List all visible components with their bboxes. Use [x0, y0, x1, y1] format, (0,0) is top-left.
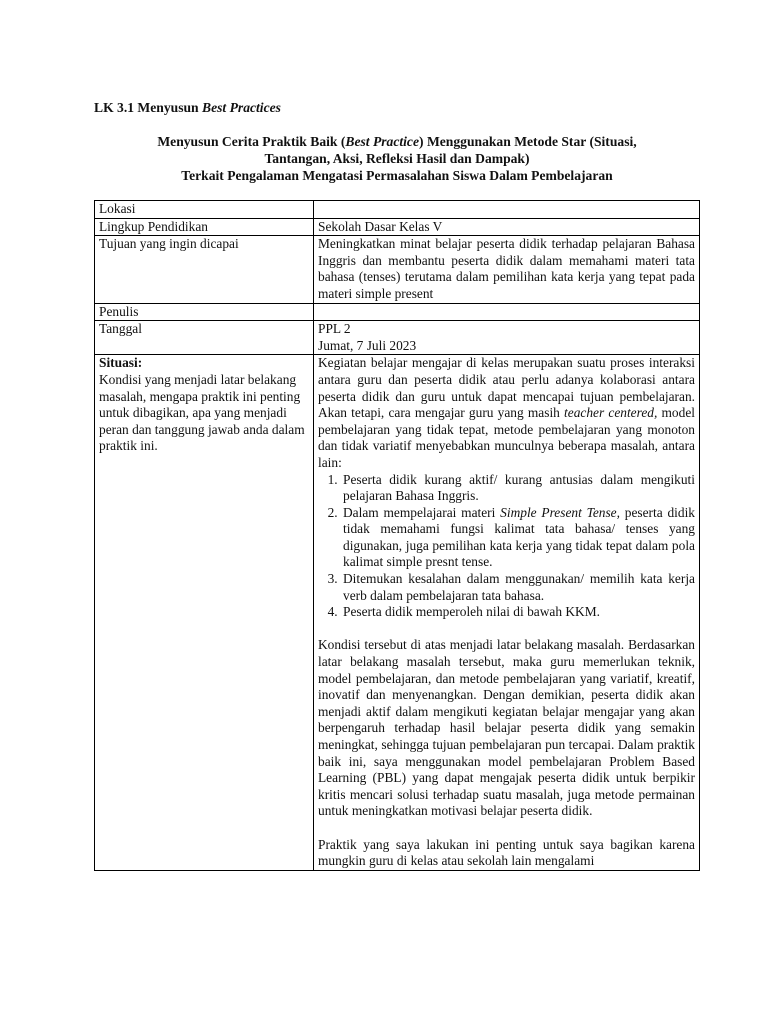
- situasi-paragraph-2: Kondisi tersebut di atas menjadi latar belakang masalah. Berdasarkan latar belakang masalah tersebut, maka guru memerlukan teknik, model pembelajaran, dan metode pembelajaran yang variatif, kreatif, inovatif dan menyenangkan. Dengan demikian, peserta didik akan menjadi aktif dalam mengikuti kegiatan belajar mengajar yang akan berpengaruh terhadap hasil belajar peserta didik yang semakin meningkat, sehingga tujuan pembelajaran pun tercapai. Dalam praktik baik ini, saya menggunakan model pembelajaran Problem Based Learning (PBL) yang dapat mengajak peserta didik untuk berpikir kritis mencari solusi terhadap suatu masalah, juga metode permainan untuk meningkatkan motivasi belajar peserta didik.: [318, 637, 695, 819]
- list-item-2-part-b: peserta didik tidak memahami fungsi kalimat tata bahasa/ tenses yang digunakan, juga pemilihan kata kerja yang tidak tepat dalam pola kalimat simple presnt tense.: [343, 504, 696, 570]
- tujuan-value: Meningkatkan minat belajar peserta didik terhadap pelajaran Bahasa Inggris dan membantu peserta didik dalam memahami materi tata bahasa (tenses) terutama dalam pemilihan kata kerja yang tepat pada materi simple present: [314, 236, 700, 303]
- tanggal-value-line-2: Jumat, 7 Juli 2023: [318, 337, 417, 353]
- situasi-content: [314, 355, 700, 870]
- title-line-1-italic: Best Practice: [345, 134, 420, 149]
- situasi-description: Kondisi yang menjadi latar belakang masalah, mengapa praktik ini penting untuk dibagikan, apa yang menjadi peran dan tanggung jawab anda dalam praktik ini.: [99, 371, 305, 454]
- penulis-label: Penulis: [95, 303, 314, 321]
- worksheet-heading: [94, 100, 281, 117]
- situasi-paragraph-1-part-b: model pembelajaran yang tidak tepat, metode pembelajaran yang monoton dan tidak variatif menyebabkan munculnya beberapa masalah, antara lain:: [318, 405, 695, 470]
- tanggal-label: Tanggal: [95, 321, 314, 355]
- lokasi-label: Lokasi: [95, 201, 314, 219]
- worksheet-heading-text: LK 3.1 Menyusun: [94, 100, 199, 115]
- table-row-situasi: [95, 355, 700, 870]
- list-item: 4. Peserta didik memperoleh nilai di bawah KKM.: [341, 604, 695, 621]
- best-practice-table: [94, 200, 700, 871]
- list-item: [341, 505, 695, 571]
- title-line-1-part-a: Menyusun Cerita Praktik Baik (: [157, 134, 346, 149]
- situasi-label: Situasi:: [99, 355, 143, 371]
- table-row-lokasi: [95, 201, 700, 219]
- title-line-3: Terkait Pengalaman Mengatasi Permasalahan Siswa Dalam Pembelajaran: [181, 167, 613, 183]
- title-line-1-part-c: ) Menggunakan Metode Star (Situasi,: [419, 134, 637, 149]
- situasi-paragraph-1-italic: teacher centered,: [564, 405, 658, 421]
- table-row-lingkup: [95, 218, 700, 236]
- situasi-paragraph-3: Praktik yang saya lakukan ini penting untuk saya bagikan karena mungkin guru di kelas atau sekolah lain mengalami: [318, 836, 695, 869]
- problem-list: [318, 472, 695, 621]
- document-title: [94, 134, 700, 184]
- table-row-tanggal: [95, 321, 700, 355]
- title-line-2: Tantangan, Aksi, Refleksi Hasil dan Dampak): [264, 150, 530, 166]
- title-line-1: [94, 134, 700, 151]
- penulis-value: [314, 303, 700, 321]
- list-item-2-italic: Simple Present Tense,: [500, 504, 620, 520]
- table-row-tujuan: [95, 236, 700, 303]
- tanggal-value-line-1: PPL 2: [318, 321, 351, 337]
- situasi-paragraph-1: [318, 355, 695, 471]
- worksheet-heading-italic: Best Practices: [202, 100, 281, 115]
- lingkup-value: Sekolah Dasar Kelas V: [314, 218, 700, 236]
- list-item: 3. Ditemukan kesalahan dalam menggunakan/ memilih kata kerja verb dalam pembelajaran tata bahasa.: [341, 571, 695, 604]
- table-row-penulis: [95, 303, 700, 321]
- situasi-paragraph-1-part-a: Kegiatan belajar mengajar di kelas merupakan suatu proses interaksi antara guru dan peserta didik atau perlu adanya kolaborasi antara peserta didik dan guru untuk dapat mencapai tujuan pembelajaran. Akan tetapi, cara mengajar guru yang masih: [318, 355, 695, 421]
- list-item: 1. Peserta didik kurang aktif/ kurang antusias dalam mengikuti pelajaran Bahasa Inggris.: [341, 472, 695, 505]
- tujuan-label: Tujuan yang ingin dicapai: [95, 236, 314, 303]
- lingkup-label: Lingkup Pendidikan: [95, 218, 314, 236]
- situasi-label-cell: [95, 355, 314, 870]
- tanggal-value: [314, 321, 700, 355]
- lokasi-value: [314, 201, 700, 219]
- list-item-2-part-a: Dalam mempelajarai materi: [343, 504, 501, 520]
